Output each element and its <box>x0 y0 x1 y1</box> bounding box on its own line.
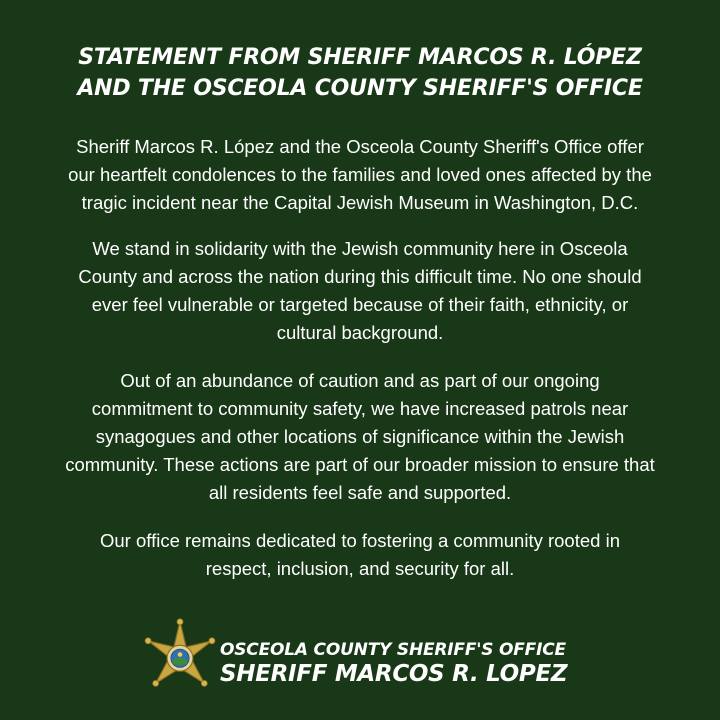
paragraph-line: community. These actions are part of our broader mission to ensure that <box>65 454 655 475</box>
paragraph-solidarity <box>20 235 700 347</box>
statement-title <box>0 42 720 104</box>
paragraph-line: synagogues and other locations of significance within the Jewish <box>95 426 625 447</box>
paragraph-line: ever feel vulnerable or targeted because of their faith, ethnicity, or <box>91 294 629 315</box>
paragraph-line: Our office remains dedicated to fostering a community rooted in <box>100 530 620 551</box>
paragraph-line: Out of an abundance of caution and as part of our ongoing <box>120 370 600 391</box>
paragraph-patrols <box>20 367 700 507</box>
paragraph-line: all residents feel safe and supported. <box>208 482 512 503</box>
office-name: OSCEOLA COUNTY SHERIFF'S OFFICE <box>220 640 566 660</box>
paragraph-line: We stand in solidarity with the Jewish community here in Osceola <box>92 238 628 259</box>
signature-block <box>0 618 720 698</box>
paragraph-line: cultural background. <box>276 322 444 343</box>
paragraph-line: our heartfelt condolences to the families and loved ones affected by the <box>68 164 652 185</box>
sheriff-star-badge-icon <box>142 618 218 694</box>
title-line-2: AND THE OSCEOLA COUNTY SHERIFF'S OFFICE <box>77 76 643 101</box>
paragraph-line: tragic incident near the Capital Jewish Museum in Washington, D.C. <box>81 192 639 213</box>
title-line-1: STATEMENT FROM SHERIFF MARCOS R. LÓPEZ <box>78 45 642 70</box>
sheriff-name: SHERIFF MARCOS R. LOPEZ <box>220 661 568 687</box>
paragraph-line: Sheriff Marcos R. López and the Osceola County Sheriff's Office offer <box>76 136 644 157</box>
paragraph-line: County and across the nation during this difficult time. No one should <box>78 266 642 287</box>
footer-text <box>220 640 567 688</box>
paragraph-line: respect, inclusion, and security for all. <box>205 558 515 579</box>
paragraph-dedication <box>20 527 700 583</box>
paragraph-condolences <box>20 133 700 217</box>
paragraph-line: commitment to community safety, we have increased patrols near <box>91 398 629 419</box>
badge-seal-sun <box>178 652 183 657</box>
